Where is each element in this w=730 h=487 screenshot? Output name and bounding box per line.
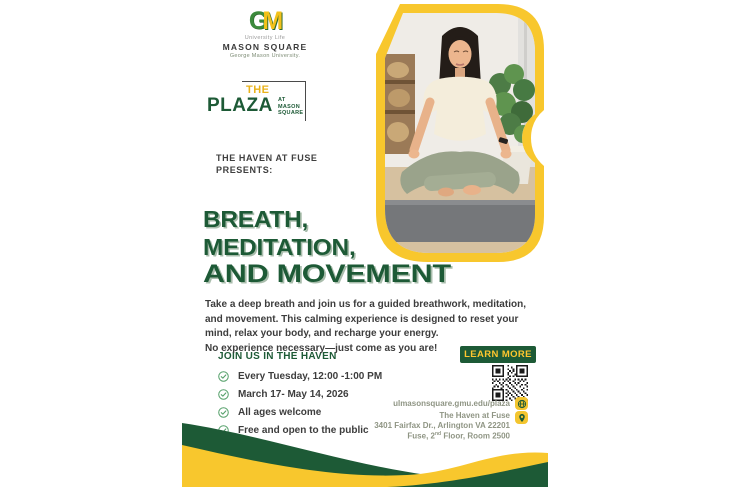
list-item-label: Free and open to the public bbox=[238, 424, 369, 436]
list-item bbox=[218, 385, 382, 403]
list-item bbox=[218, 367, 382, 385]
gmu-logo bbox=[210, 8, 320, 59]
venue-address: The Haven at Fuse 3401 Fairfax Dr., Arlington VA 22201 Fuse, 2nd Floor, Room 2500 bbox=[374, 411, 510, 441]
plaza-at-mason-square: AT MASON SQUARE bbox=[278, 97, 304, 116]
list-item-label: Every Tuesday, 12:00 -1:00 PM bbox=[238, 370, 383, 382]
gmu-mason-square: MASON SQUARE bbox=[222, 42, 308, 52]
website-link[interactable]: ulmasonsquare.gmu.edu/plaza bbox=[393, 399, 510, 408]
page-title: BREATH, MEDITATION, AND MOVEMENT bbox=[203, 206, 451, 288]
wave-decoration bbox=[182, 417, 548, 487]
website-row bbox=[393, 397, 528, 410]
event-flyer bbox=[182, 0, 548, 487]
check-circle-icon bbox=[218, 371, 229, 382]
gmu-george-mason: George Mason University. bbox=[229, 53, 301, 59]
presents-label: THE HAVEN AT FUSE PRESENTS: bbox=[216, 153, 318, 175]
list-item-label: March 17- May 14, 2026 bbox=[238, 388, 349, 400]
plaza-logo bbox=[206, 80, 316, 126]
gmu-gm-icon: GM bbox=[248, 7, 282, 35]
gmu-university-life: University Life bbox=[244, 35, 286, 41]
list-item-label: All ages welcome bbox=[238, 406, 322, 418]
plaza-word: PLAZA bbox=[207, 95, 273, 116]
join-heading: JOIN US IN THE HAVEN bbox=[218, 351, 337, 362]
event-description: Take a deep breath and join us for a guided breathwork, meditation, and movement. This calming experience is designed to reset your mind, relax your body, and recharge your energy. No experience necessary—just come as you are! bbox=[205, 299, 526, 354]
check-circle-icon bbox=[218, 407, 229, 418]
plaza-the: THE bbox=[246, 84, 270, 96]
globe-icon bbox=[515, 397, 528, 410]
learn-more-button[interactable]: LEARN MORE bbox=[460, 346, 536, 363]
check-circle-icon bbox=[218, 389, 229, 400]
qr-code bbox=[492, 365, 528, 401]
